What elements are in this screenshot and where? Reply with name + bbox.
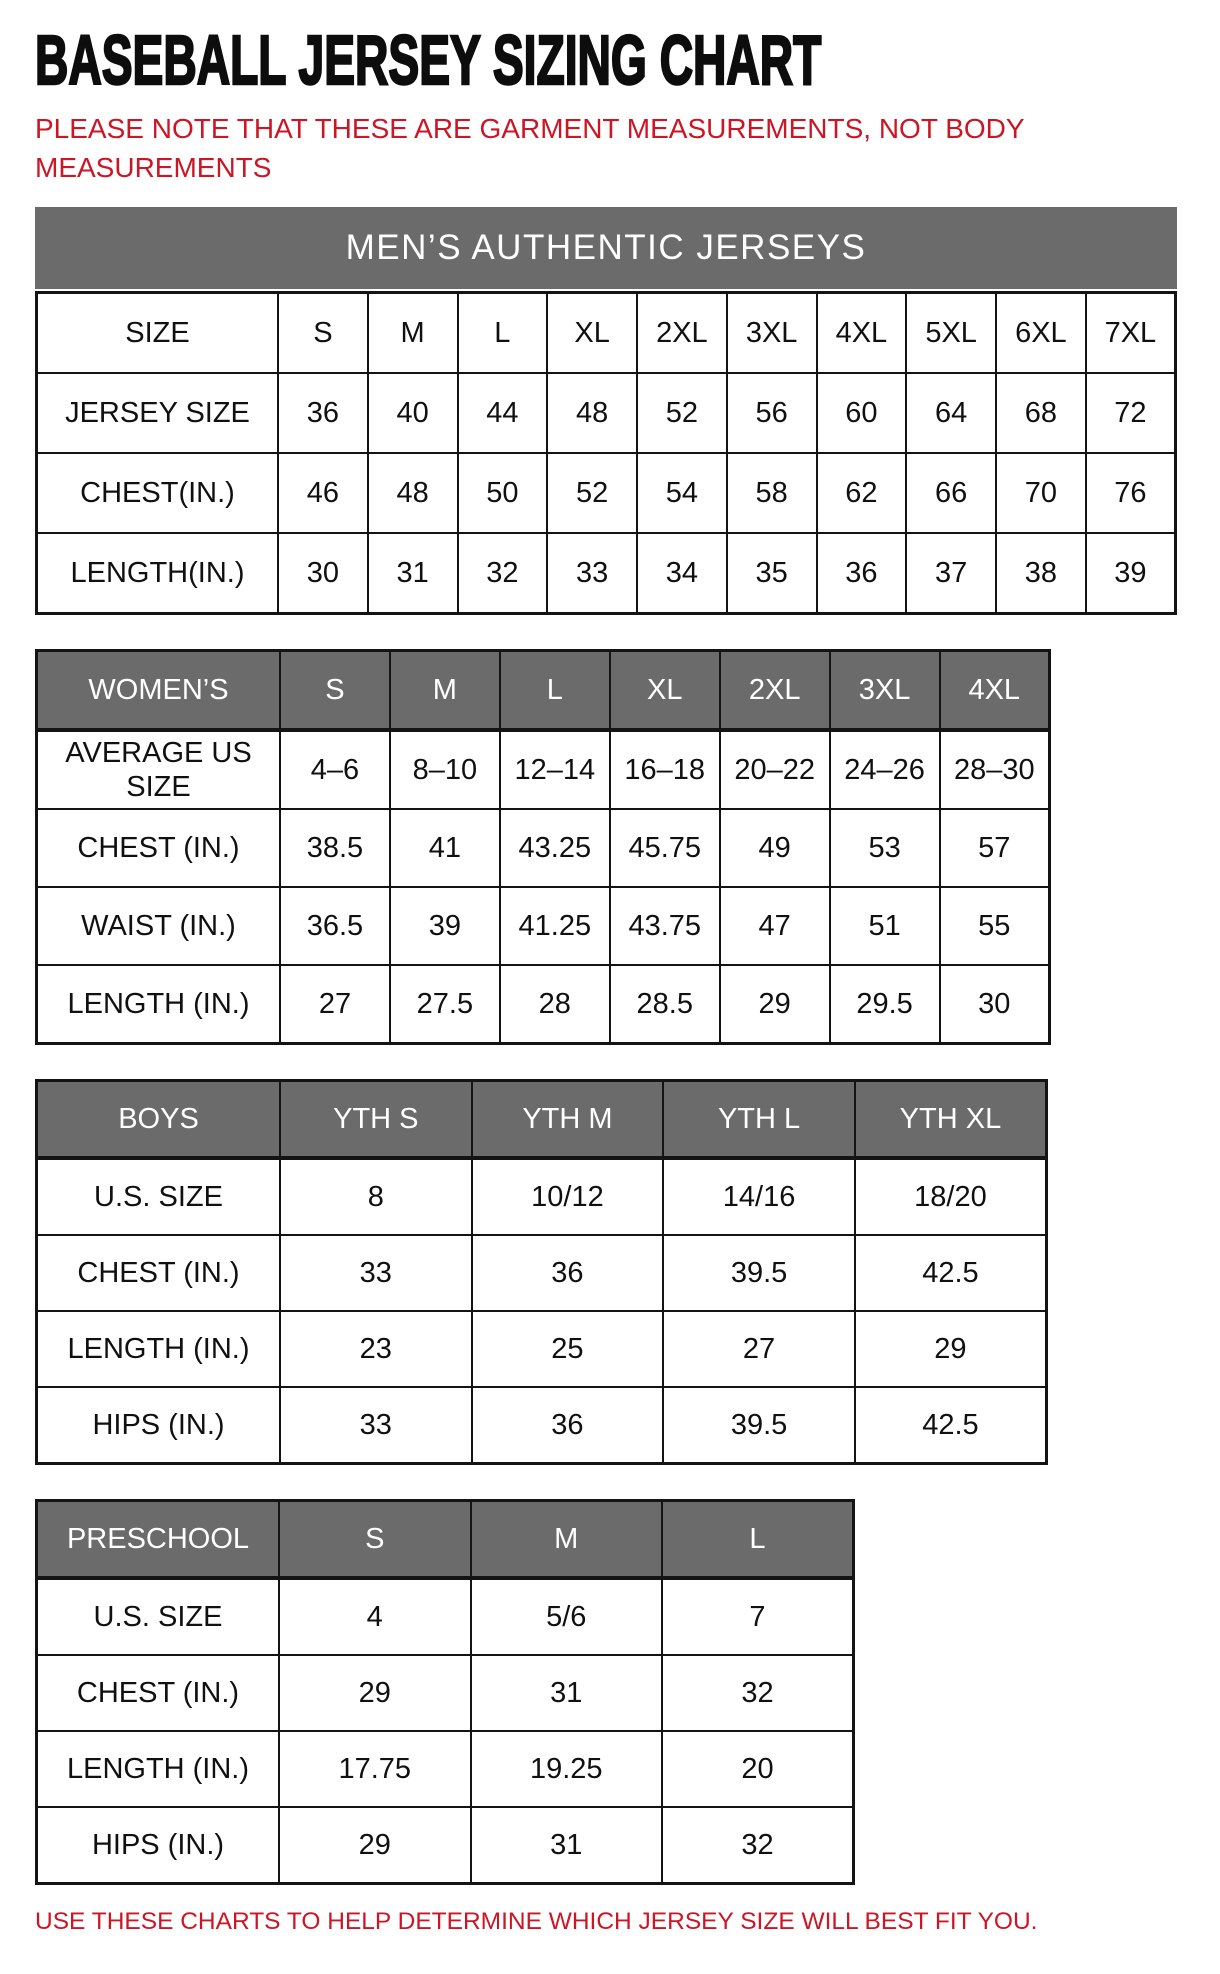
- table-cell: 39: [390, 887, 500, 965]
- row-label: PRESCHOOL: [37, 1501, 280, 1579]
- table-cell: 29: [279, 1655, 471, 1731]
- table-cell: 33: [280, 1235, 472, 1311]
- column-header-cell: YTH S: [280, 1081, 472, 1159]
- table-cell: 55: [940, 887, 1050, 965]
- row-label: CHEST (IN.): [37, 1235, 281, 1311]
- footer-note: USE THESE CHARTS TO HELP DETERMINE WHICH JERSEY SIZE WILL BEST FIT YOU.: [35, 1908, 1038, 1935]
- table-cell: 32: [662, 1807, 854, 1884]
- table-cell: 17.75: [279, 1731, 471, 1807]
- table-cell: 24–26: [830, 730, 940, 809]
- table-cell: 27: [663, 1311, 855, 1387]
- column-header-cell: S: [280, 651, 390, 731]
- mens-sizing-table: [35, 291, 1177, 615]
- row-label: CHEST(IN.): [37, 453, 279, 533]
- table-cell: 36: [278, 373, 368, 453]
- column-header-cell: L: [500, 651, 610, 731]
- table-cell: XL: [547, 293, 637, 374]
- table-cell: 39.5: [663, 1387, 855, 1464]
- table-cell: 25: [472, 1311, 664, 1387]
- garment-measurements-note: PLEASE NOTE THAT THESE ARE GARMENT MEASUREMENTS, NOT BODY MEASUREMENTS: [35, 113, 1025, 183]
- table-cell: 12–14: [500, 730, 610, 809]
- row-label: AVERAGE US SIZE: [37, 730, 281, 809]
- table-cell: 3XL: [727, 293, 817, 374]
- table-cell: 7XL: [1086, 293, 1176, 374]
- table-cell: 58: [727, 453, 817, 533]
- table-cell: 36: [817, 533, 907, 614]
- table-cell: 53: [830, 809, 940, 887]
- table-cell: 20: [662, 1731, 854, 1807]
- table-cell: 6XL: [996, 293, 1086, 374]
- column-header-cell: XL: [610, 651, 720, 731]
- table-cell: 41: [390, 809, 500, 887]
- row-label: JERSEY SIZE: [37, 373, 279, 453]
- table-cell: 29: [720, 965, 830, 1044]
- table-cell: 27: [280, 965, 390, 1044]
- column-header-cell: M: [390, 651, 500, 731]
- table-cell: 57: [940, 809, 1050, 887]
- row-label: WOMEN’S: [37, 651, 281, 731]
- table-cell: 46: [278, 453, 368, 533]
- table-cell: 62: [817, 453, 907, 533]
- table-row: [37, 1807, 854, 1884]
- table-cell: 8–10: [390, 730, 500, 809]
- table-cell: 36: [472, 1387, 664, 1464]
- table-cell: 40: [368, 373, 458, 453]
- table-cell: 19.25: [471, 1731, 663, 1807]
- table-cell: 33: [280, 1387, 472, 1464]
- row-label: SIZE: [37, 293, 279, 374]
- table-cell: 47: [720, 887, 830, 965]
- table-row: [37, 1387, 1047, 1464]
- table-cell: 4XL: [817, 293, 907, 374]
- row-label: BOYS: [37, 1081, 281, 1159]
- table-cell: 31: [471, 1655, 663, 1731]
- table-cell: 43.75: [610, 887, 720, 965]
- row-label: LENGTH (IN.): [37, 1311, 281, 1387]
- column-header-cell: YTH XL: [855, 1081, 1047, 1159]
- table-cell: 28–30: [940, 730, 1050, 809]
- table-row: [37, 1731, 854, 1807]
- table-cell: 5XL: [906, 293, 996, 374]
- table-cell: 48: [547, 373, 637, 453]
- row-label: LENGTH (IN.): [37, 965, 281, 1044]
- table-cell: 4–6: [280, 730, 390, 809]
- row-label: HIPS (IN.): [37, 1807, 280, 1884]
- column-header-cell: 4XL: [940, 651, 1050, 731]
- table-cell: 39.5: [663, 1235, 855, 1311]
- table-cell: 54: [637, 453, 727, 533]
- table-header-row: [37, 1501, 854, 1579]
- table-cell: 48: [368, 453, 458, 533]
- table-cell: 44: [458, 373, 548, 453]
- table-cell: 32: [662, 1655, 854, 1731]
- table-cell: 4: [279, 1578, 471, 1655]
- table-cell: 31: [471, 1807, 663, 1884]
- table-cell: 37: [906, 533, 996, 614]
- column-header-cell: YTH L: [663, 1081, 855, 1159]
- table-cell: 28: [500, 965, 610, 1044]
- table-cell: 34: [637, 533, 727, 614]
- table-cell: 29.5: [830, 965, 940, 1044]
- table-row: [37, 293, 1176, 374]
- table-cell: 38: [996, 533, 1086, 614]
- row-label: LENGTH (IN.): [37, 1731, 280, 1807]
- table-cell: 23: [280, 1311, 472, 1387]
- table-cell: 27.5: [390, 965, 500, 1044]
- table-row: [37, 965, 1050, 1044]
- table-cell: 60: [817, 373, 907, 453]
- row-label: CHEST (IN.): [37, 809, 281, 887]
- table-cell: 51: [830, 887, 940, 965]
- table-cell: 39: [1086, 533, 1176, 614]
- table-cell: 28.5: [610, 965, 720, 1044]
- table-cell: 42.5: [855, 1387, 1047, 1464]
- table-row: [37, 1311, 1047, 1387]
- table-cell: 70: [996, 453, 1086, 533]
- table-cell: 33: [547, 533, 637, 614]
- table-row: [37, 373, 1176, 453]
- table-cell: 31: [368, 533, 458, 614]
- preschool-sizing-table: [35, 1499, 855, 1885]
- table-row: [37, 730, 1050, 809]
- table-cell: 52: [637, 373, 727, 453]
- table-row: [37, 1158, 1047, 1235]
- mens-table-banner: MEN’S AUTHENTIC JERSEYS: [35, 207, 1177, 289]
- table-cell: 52: [547, 453, 637, 533]
- table-cell: 41.25: [500, 887, 610, 965]
- table-cell: 14/16: [663, 1158, 855, 1235]
- column-header-cell: L: [662, 1501, 854, 1579]
- row-label: HIPS (IN.): [37, 1387, 281, 1464]
- table-cell: 36.5: [280, 887, 390, 965]
- table-row: [37, 533, 1176, 614]
- table-cell: 72: [1086, 373, 1176, 453]
- table-cell: 45.75: [610, 809, 720, 887]
- table-cell: 5/6: [471, 1578, 663, 1655]
- table-cell: 66: [906, 453, 996, 533]
- column-header-cell: YTH M: [472, 1081, 664, 1159]
- table-cell: M: [368, 293, 458, 374]
- table-cell: 7: [662, 1578, 854, 1655]
- table-row: [37, 887, 1050, 965]
- table-row: [37, 1655, 854, 1731]
- row-label: U.S. SIZE: [37, 1158, 281, 1235]
- table-header-row: [37, 651, 1050, 731]
- table-cell: 38.5: [280, 809, 390, 887]
- table-row: [37, 453, 1176, 533]
- row-label: LENGTH(IN.): [37, 533, 279, 614]
- table-cell: 50: [458, 453, 548, 533]
- table-cell: 64: [906, 373, 996, 453]
- table-cell: S: [278, 293, 368, 374]
- table-cell: 32: [458, 533, 548, 614]
- table-cell: 42.5: [855, 1235, 1047, 1311]
- row-label: CHEST (IN.): [37, 1655, 280, 1731]
- table-cell: 49: [720, 809, 830, 887]
- column-header-cell: 3XL: [830, 651, 940, 731]
- table-cell: 30: [278, 533, 368, 614]
- table-cell: 36: [472, 1235, 664, 1311]
- table-cell: 18/20: [855, 1158, 1047, 1235]
- table-row: [37, 1578, 854, 1655]
- table-cell: 43.25: [500, 809, 610, 887]
- table-row: [37, 809, 1050, 887]
- table-header-row: [37, 1081, 1047, 1159]
- table-cell: 76: [1086, 453, 1176, 533]
- boys-sizing-table: [35, 1079, 1048, 1465]
- table-cell: 35: [727, 533, 817, 614]
- column-header-cell: 2XL: [720, 651, 830, 731]
- table-cell: 8: [280, 1158, 472, 1235]
- table-row: [37, 1235, 1047, 1311]
- table-cell: 56: [727, 373, 817, 453]
- table-cell: 29: [279, 1807, 471, 1884]
- table-cell: 29: [855, 1311, 1047, 1387]
- table-cell: 2XL: [637, 293, 727, 374]
- row-label: U.S. SIZE: [37, 1578, 280, 1655]
- table-cell: 16–18: [610, 730, 720, 809]
- womens-sizing-table: [35, 649, 1051, 1045]
- page-title: BASEBALL JERSEY SIZING CHART: [35, 21, 822, 99]
- table-cell: 30: [940, 965, 1050, 1044]
- table-cell: 10/12: [472, 1158, 664, 1235]
- column-header-cell: S: [279, 1501, 471, 1579]
- column-header-cell: M: [471, 1501, 663, 1579]
- table-cell: 20–22: [720, 730, 830, 809]
- table-cell: 68: [996, 373, 1086, 453]
- row-label: WAIST (IN.): [37, 887, 281, 965]
- table-cell: L: [458, 293, 548, 374]
